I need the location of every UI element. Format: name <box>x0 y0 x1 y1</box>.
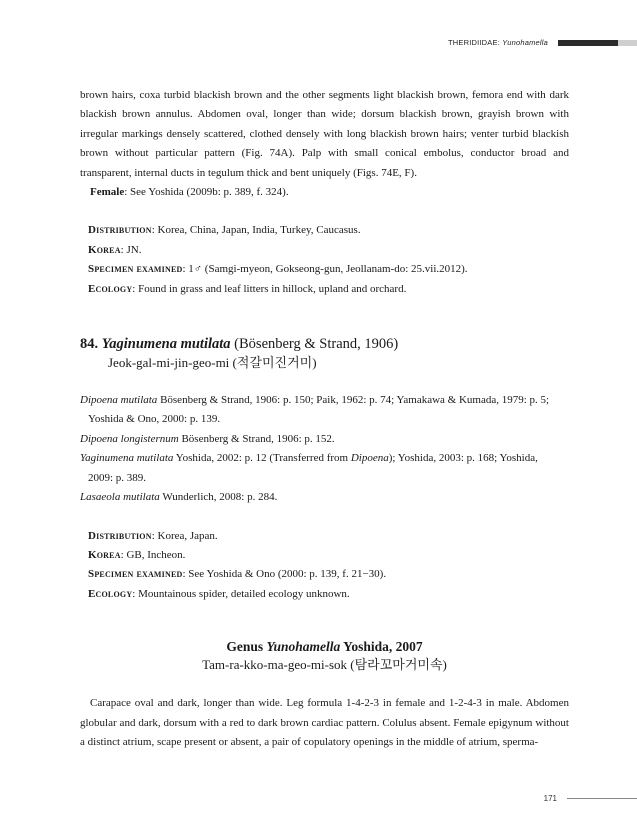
synonym-name: Dipoena mutilata <box>80 394 158 407</box>
field-label: Korea <box>88 548 121 561</box>
field-text: : Found in grass and leaf litters in hillock, upland and orchard. <box>132 282 407 295</box>
field-label: Specimen examined <box>88 263 183 276</box>
species-ecology <box>80 585 569 604</box>
field-label: Distribution <box>88 224 152 237</box>
running-header <box>448 38 637 47</box>
species-number: 84. <box>80 336 99 353</box>
genus-author: Yoshida, 2007 <box>340 639 423 655</box>
genus-prefix: Genus <box>226 639 267 655</box>
synonym-name: Dipoena longisternum <box>80 432 179 445</box>
synonym-entry <box>80 449 569 488</box>
field-label: Ecology <box>88 587 133 600</box>
female-text: : See Yoshida (2009b: p. 389, f. 324). <box>124 186 289 199</box>
species-distribution <box>80 527 569 546</box>
synonym-ref-after: ); Yoshida, 2003: p. 168; Yoshida, <box>388 452 538 465</box>
synonym-ref: Wunderlich, 2008: p. 284. <box>159 491 278 504</box>
field-label: Distribution <box>88 529 152 542</box>
synonym-entry <box>80 430 569 449</box>
species-name: Yaginumena mutilata <box>101 336 231 353</box>
field-text: : See Yoshida & Ono (2000: p. 139, f. 21−30). <box>182 568 387 581</box>
synonym-name: Yaginumena mutilata <box>80 452 174 465</box>
header-bar-light <box>618 40 637 46</box>
prev-korea <box>80 241 569 260</box>
synonym-entry <box>80 488 569 507</box>
synonym-ref: Yoshida, 2002: p. 12 (Transferred from <box>173 452 351 465</box>
species-author: (Bösenberg & Strand, 1906) <box>230 336 399 353</box>
genus-description: Carapace oval and dark, longer than wide. Leg formula 1-4-2-3 in female and 1-2-4-3 in male. Abdomen globular and dark, dorsum with a red to dark brown cardiac pattern. Colulus absent. Female epigynum without a distinct atrium, scape present or absent, a pair of copulatory openings in the middle of atrium, sperma- <box>80 697 569 748</box>
species-korea <box>80 546 569 565</box>
synonym-cont: Yoshida & Ono, 2000: p. 139. <box>88 413 221 426</box>
field-label: Korea <box>88 243 121 256</box>
header-genus: Yunohamella <box>502 38 548 47</box>
field-text: : Korea, Japan. <box>151 529 218 542</box>
page-footer <box>544 794 637 803</box>
species-specimen <box>80 565 569 584</box>
female-label: Female <box>90 186 125 199</box>
female-line <box>80 183 569 202</box>
header-family: THERIDIIDAE: <box>448 38 500 47</box>
synonym-ref: Bösenberg & Strand, 1906: p. 150; Paik, 1962: p. 74; Yamakawa & Kumada, 1979: p. 5; <box>157 394 550 407</box>
species-korean-name: Jeok-gal-mi-jin-geo-mi (적갈미진거미) <box>108 355 317 371</box>
synonym-entry <box>80 391 569 430</box>
field-text: : JN. <box>120 243 142 256</box>
synonym-ref: Bösenberg & Strand, 1906: p. 152. <box>178 432 335 445</box>
field-text: : Korea, China, Japan, India, Turkey, Caucasus. <box>151 224 361 237</box>
synonym-cont: 2009: p. 389. <box>88 471 147 484</box>
running-header-text <box>448 38 548 47</box>
intro-paragraph: brown hairs, coxa turbid blackish brown and the other segments light blackish brown, femora end with dark blackish brown annulus. Abdomen oval, longer than wide; dorsum blackish brown, grayish brown with irregular markings densely scattered, clothed densely with long blackish brown hairs; venter turbid blackish brown without particular pattern (Fig. 74A). Palp with small conical embolus, conductor broad and transparent, internal ducts in tegulum thick and bent uniquely (Figs. 74E, F). <box>80 89 569 179</box>
prev-specimen <box>80 260 569 279</box>
page-content <box>80 86 569 752</box>
header-bar-dark <box>558 40 618 46</box>
field-text: : 1♂ (Samgi-myeon, Gokseong-gun, Jeollanam-do: 25.vii.2012). <box>182 263 468 276</box>
genus-name: Yunohamella <box>266 639 341 655</box>
field-label: Ecology <box>88 282 133 295</box>
prev-distribution <box>80 221 569 240</box>
synonym-name: Lasaeola mutilata <box>80 491 160 504</box>
field-label: Specimen examined <box>88 568 183 581</box>
field-text: : GB, Incheon. <box>120 548 186 561</box>
synonym-ref-italic: Dipoena <box>350 452 389 465</box>
genus-korean-name: Tam-ra-kko-ma-geo-mi-sok (탐라꼬마거미속) <box>202 657 447 673</box>
prev-ecology <box>80 280 569 299</box>
species-heading <box>80 335 569 354</box>
page-number: 171 <box>543 794 557 803</box>
footer-rule <box>567 798 637 799</box>
genus-heading <box>80 638 569 656</box>
field-text: : Mountainous spider, detailed ecology unknown. <box>132 587 350 600</box>
